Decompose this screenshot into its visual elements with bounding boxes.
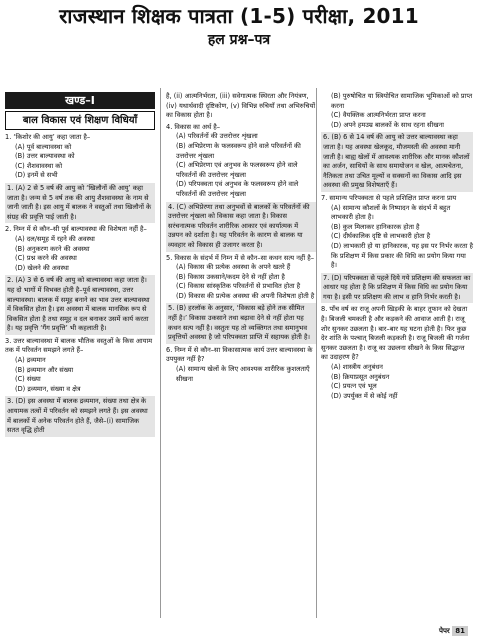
option: (C) विकास सांस्कृतिक परिवर्तनों से प्रभावित होता है <box>176 282 301 291</box>
section-subheading: बाल विकास एवं शिक्षण विधियाँ <box>5 111 155 130</box>
column-divider <box>160 88 161 618</box>
option: (B) उत्तर बाल्यावस्था को <box>15 152 75 161</box>
paragraph: है, (ii) आत्मनिर्भरता, (iii) सवेगात्मक स्थिरता और नियंत्रण, (iv) यथार्थवादी दृष्टिकोण, (v) विभिन्न रुचियाँ तथा अभिरुचियों का विकास होता है। <box>166 92 316 120</box>
answer-explanation: 5. (B) हरलॉक के अनुसार, ‘विकास बड़े होने तक सीमित नहीं है।’ विकास उकसाने तथा बढ़ावा देने से नहीं होता यह कथन सत्य नहीं है। वस्तुतः यह तो व्यक्तिगत तथा समानुभव प्रवृत्तियों अवस्था है जो परिपक्वता प्राप्ति में सहायक होती है। <box>166 303 316 343</box>
option: (C) संख्या <box>15 375 41 384</box>
option: (A) विकास की प्रत्येक अवस्था के अपने खतरे हैं <box>176 263 291 272</box>
option: (A) शास्त्रीय अनुबंधन <box>331 363 383 372</box>
column-1 <box>5 92 155 439</box>
option: (D) अपने हमउम्र बालकों के साथ रहना सीखना <box>331 120 444 129</box>
option: (D) विकास की प्रत्येक अवस्था की अपनी विशेषता होती है <box>176 291 315 300</box>
column-3 <box>321 92 473 401</box>
option: (C) वैयक्तिक आत्मनिर्भरता प्राप्त करना <box>331 111 426 120</box>
question: 5. विकास के संदर्भ में निम्न में से कौन–सा कथन सत्य नहीं है– <box>166 253 314 262</box>
option: (D) उपर्युक्त में से कोई नहीं <box>331 391 398 400</box>
option: (B) अनुकरण करने की अवस्था <box>15 244 90 253</box>
answer-explanation: 3. (D) इस अवस्था में बालक द्रव्यमान, संख्या तथा क्षेत्र के आयामक तत्वों में परिवर्तन को समझने लगते हैं। इस अवस्था में बालकों में अनेक परिवर्तन होते हैं, जैसे–(i) सामाजिक सतत वृद्धि होती <box>5 396 155 436</box>
option: (D) खेलने की अवस्था <box>15 263 69 272</box>
option: (C) दीर्घकालिक दृष्टि से लाभकारी होता है <box>331 232 431 241</box>
answer-explanation: 4. (C) अभिप्रेरणा तथा अनुभवों से बालकों के परिवर्तनों की उत्तरोत्तर शृंखला को विकास कहा जाता है। विकास सरंचनात्मक परिवर्तन शारीरिक आकार एवं कार्यात्मक में उन्नयन को दर्शाता है। यह परिवर्तन के कारण से बालक या व्यवहार को विकास ही उजागर करता है। <box>166 202 316 252</box>
option: (D) परिपक्वता एवं अनुभव के फलस्वरूप होने वाले परिवर्तनों की उत्तरोत्तर शृंखला <box>176 180 299 198</box>
option: (B) कुल मिलाकर हानिकारक होता है <box>331 222 420 231</box>
option: (B) द्रव्यमान और संख्या <box>15 365 74 374</box>
page-subtitle: हल प्रश्न–पत्र <box>207 32 271 48</box>
question: 7. सामान्य परिपक्वता से पहले प्रशिक्षित प्राप्त करना प्राय <box>321 193 457 202</box>
option: (D) द्रव्यमान, संख्या व क्षेत्र <box>15 384 81 393</box>
question: 2. निम्न में से कौन–सी पूर्व बाल्यावस्था की विशेषता नहीं है– <box>5 225 147 234</box>
answer-explanation: 2. (A) 3 से 6 वर्ष की आयु को बाल्यावस्था कहा जाता है। यह दो भागों में विभक्त होती है–पूर्व बाल्यावस्था, उत्तर बाल्यावस्था। बालक में समूह बनाने का भाव उत्तर बाल्यावस्था में विकसित होता है। इस अवस्था में बालक मानसिक रूप से विकसित होता है तथा समूह व दल बनाकर उसमें कार्य करता है। यह प्रवृत्ति ‘गैंग प्रवृत्ति’ भी कहलाती है। <box>5 275 155 335</box>
option: (C) शैशवावस्था को <box>15 161 63 170</box>
option: (D) लाभकारी हो या हानिकारक, यह इस पर निर्भर करता है कि प्रशिक्षण में किस प्रकार की विधि का प्रयोग किया गया है। <box>331 241 474 270</box>
option: (C) प्रयत्न एवं भूल <box>331 382 377 391</box>
option: (A) द्रव्यमान <box>15 356 46 365</box>
column-divider <box>316 88 317 618</box>
option: (C) अभिप्रेरणा एवं अनुभव के फलस्वरूप होने वाले परिवर्तनों की उत्तरोत्तर शृंखला <box>176 161 298 179</box>
answer-explanation: 6. (B) 6 से 14 वर्ष की आयु को उत्तर बाल्यावस्था कहा जाता है। यह अवस्था खेलकूद, मौजमस्ती की अवस्था मानी जाती है। बाह्य खेलों में आवश्यक शारीरिक और मानक कौशलों का अर्जन, साथियों के साथ समायोजन व खेल, आत्मचेतना, नैतिकता तथा उचित मूल्यों व सक्सनों का विकास आदि इस अवस्था की प्रमुख विशेषताएँ हैं। <box>321 132 473 192</box>
column-2-content <box>166 92 316 384</box>
option: (B) क्रियाप्रसूत अनुबंधन <box>331 372 390 381</box>
page-title: राजस्थान शिक्षक पात्रता (1-5) परीक्षा, 2011 <box>59 4 419 28</box>
option: (A) सामान्य खेलों के लिए आवश्यक शारीरिक कुशलताएँ सीखना <box>176 365 310 383</box>
answer-explanation: 1. (A) 2 से 5 वर्ष की आयु को ‘खिलौनों की आयु’ कहा जाता है। जन्म से 5 वर्ष तक की आयु शैशवावस्था के नाम से जानी जाती है। इस आयु में बालक ने वस्तुओं तथा खिलौनों के संग्रह की प्रवृत्ति पाई जाती है। <box>5 183 155 223</box>
footer-label: पेपर <box>438 627 450 635</box>
option: (D) इनमें से सभी <box>15 171 58 180</box>
option: (A) परिवर्तनों की उत्तरोत्तर शृंखला <box>176 132 258 141</box>
option: (A) दल/समूह में रहने की अवस्था <box>15 234 95 243</box>
column-2 <box>166 92 316 384</box>
question: 8. पाँच वर्ष का राजू अपनी खिड़की के बाहर तूफान को देखता है। बिजली चमकती है और कड़कने की आवाज आती है। राजू शोर सुनकर उछलता है। बार–बार यह घटना होती है। फिर कुछ देर शांति के पश्चात् बिजली कड़कती है। राजू बिजली की गर्जना सुनकर उछलता है। राजू का उछलना सीखने के किस सिद्धान्त का उदाहरण है? <box>321 305 470 362</box>
column-1-content <box>5 133 155 437</box>
option: (B) पुरुषोचित या स्त्रियोचित सामाजिक भूमिकाओं को प्राप्त करना <box>331 92 473 110</box>
column-3-content <box>321 92 473 401</box>
question: 3. उत्तर बाल्यावस्था में बालक भौतिक वस्तुओं के किस आयाम तक में परिवर्तन समझने लगते हैं– <box>5 336 153 355</box>
option: (B) अभिप्रेरणा के फलस्वरूप होने वाले परिवर्तनों की उत्तरोत्तर शृंखला <box>176 141 301 160</box>
page-number: 81 <box>452 626 468 636</box>
question: 1. ‘किशोर की आयु’ कहा जाता है– <box>5 133 91 141</box>
option: (A) पूर्व बाल्यावस्था को <box>15 142 72 151</box>
section-heading: खण्ड–I <box>5 92 155 109</box>
option: (C) प्रश्न करने की अवस्था <box>15 254 77 263</box>
question: 4. विकास का अर्थ है– <box>166 122 221 131</box>
answer-explanation: 7. (D) परिपक्वता से पहले दिये गये प्रशिक्षण की सफलता का आधार यह होता है कि प्रशिक्षण में किस विधि का प्रयोग किया गया है। इसी पर प्रशिक्षण की लाभ व हानि निर्भर करती है। <box>321 273 473 304</box>
option: (A) सामान्य कौशलों के निष्पादन के संदर्भ में बहुत लाभकारी होता है। <box>331 203 451 222</box>
page-footer <box>439 626 468 636</box>
question: 6. निम्न में से कौन–सा विकासात्मक कार्य उत्तर बाल्यावस्था के उपयुक्त नहीं है? <box>166 345 313 364</box>
option: (B) विकास उकसाने/कदम देने से नहीं होता है <box>176 272 285 281</box>
